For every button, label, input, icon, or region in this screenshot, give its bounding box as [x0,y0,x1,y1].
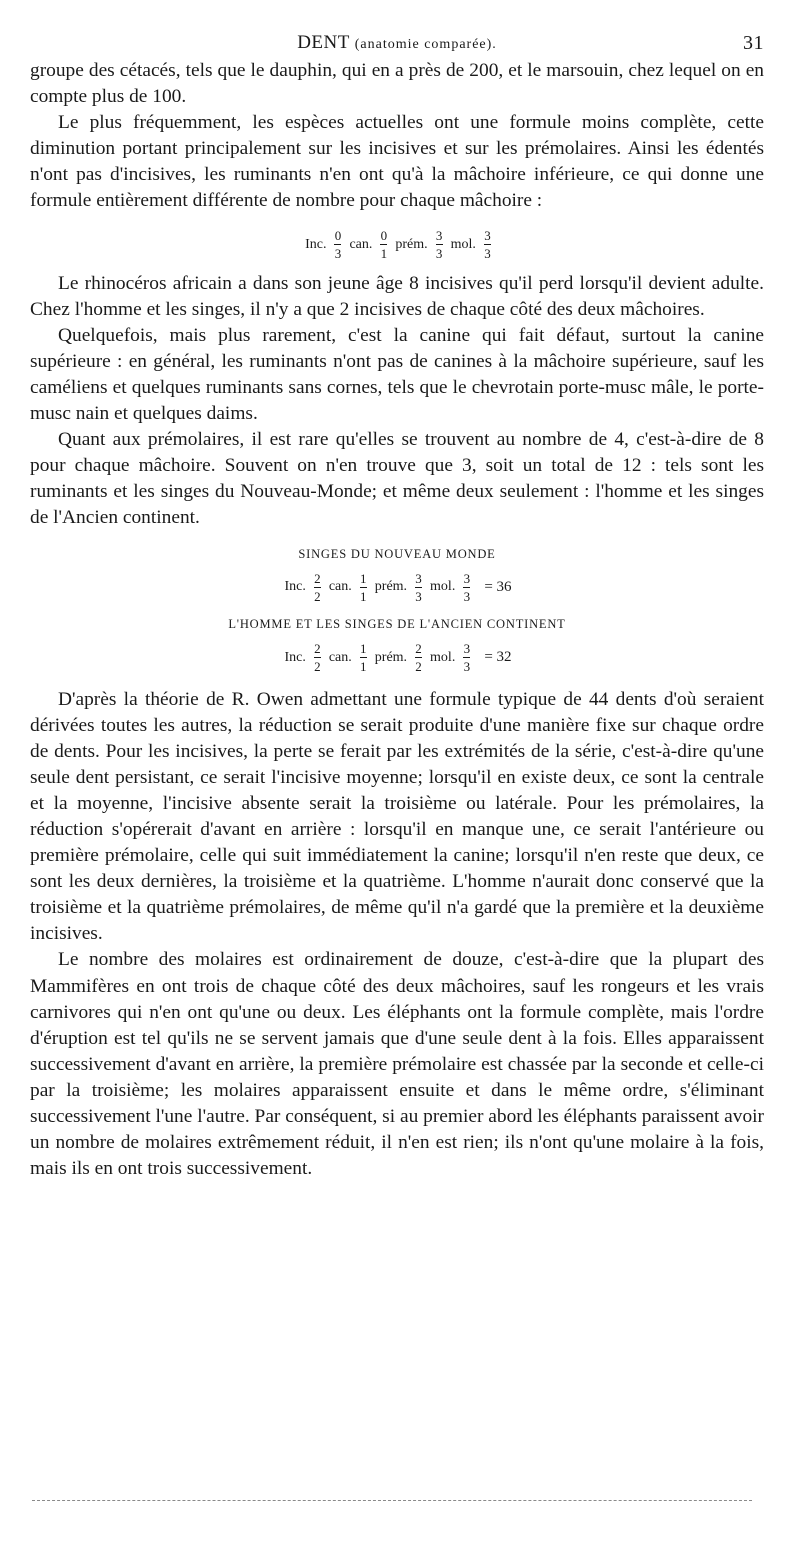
fraction-mol [484,229,491,260]
formula-label-inc: Inc. [305,236,327,252]
fraction-numerator: 2 [415,641,422,656]
formula-label-mol: mol. [430,579,456,594]
fraction-numerator: 3 [415,570,422,586]
fraction-denominator: 3 [415,588,422,604]
fraction-denominator: 2 [415,659,422,674]
fraction-denominator: 3 [484,246,491,262]
fraction-numerator: 3 [435,228,443,244]
fraction-prem [415,642,422,673]
fraction-mol [463,572,470,603]
formula-label-can: can. [349,236,373,252]
paragraph-canine: Quelquefois, mais plus rarement, c'est la canine qui fait défaut, surtout la canine supérieure : en général, les ruminants n'ont pas de canines à la mâchoire supérieure, sauf les caméliens et quelques ruminants sans cornes, tels que le chevrotain porte-musc mâle, le porte-musc nain et quelques daims. [30,324,764,425]
formula-total: = 36 [484,578,512,595]
fraction-numerator: 1 [360,641,367,656]
fraction-denominator: 3 [435,246,443,262]
fraction-denominator: 1 [360,659,367,674]
formula-old-world [30,637,764,679]
fraction-prem [415,572,422,603]
fraction-denominator: 2 [314,588,321,604]
formula-label-can: can. [328,579,352,594]
fraction-inc [334,229,341,260]
fraction-denominator: 3 [334,246,342,262]
fraction-denominator: 2 [314,659,321,674]
formula-label-inc: Inc. [284,649,306,665]
fraction-denominator: 3 [463,588,471,604]
paragraph-rhinoceros: Le rhinocéros africain a dans son jeune âge 8 incisives qu'il perd lorsqu'il devient adulte. Chez l'homme et les singes, il n'y a que 2 incisives de chaque côté des deux mâchoires. [30,272,764,320]
heading-new-world-monkeys: SINGES DU NOUVEAU MONDE [298,546,496,561]
header-title: DENT [297,32,350,53]
fraction-can [360,572,367,603]
formula-label-can: can. [328,649,352,665]
fraction-inc [314,642,321,673]
paragraph-owen-theory: D'après la théorie de R. Owen admettant une formule typique de 44 dents d'où seraient dérivées toutes les autres, la réduction se serait produite d'une manière fixe sur chaque ordre de dents. Pour les incisives, la perte se ferait par les extrémités de la série, c'est-à-dire qu'une seule dent persistant, ce serait l'incisive moyenne; lorsqu'il en existe deux, ce sont la centrale et la moyenne, l'incisive absente serait la troisième ou latérale. Pour les prémolaires, la réduction s'opérerait d'avant en arrière : lorsqu'il en manque une, ce serait l'antérieure ou première prémolaire, celle qui suit immédiatement la canine; lorsqu'il n'en reste que deux, ce sont les deux dernières, la troisième et la quatrième. L'homme n'aurait donc conservé que la troisième et la quatrième prémolaires, de même qu'il n'a gardé que la première et la deuxième incisives. [30,688,764,945]
formula-ruminants [30,219,764,271]
paragraph-formula-intro: Le plus fréquemment, les espèces actuelles ont une formule moins complète, cette diminution portant principalement sur les incisives et sur les prémolaires. Ainsi les édentés n'ont pas d'incisives, les ruminants n'en ont qu'à la mâchoire inférieure, ce qui donne une formule entièrement différente de nombre pour chaque mâchoire : [30,112,764,212]
formula-new-world [30,566,764,608]
page-number: 31 [743,32,764,54]
formula-label-mol: mol. [450,236,476,252]
fraction-denominator: 1 [380,246,388,262]
footer-rule [32,1500,752,1501]
paragraph-premolaires: Quant aux prémolaires, il est rare qu'elles se trouvent au nombre de 4, c'est-à-dire de 8 pour chaque mâchoire. Souvent on n'en trouve que 3, soit un total de 12 : tels sont les ruminants et les singes du Nouveau-Monde; et même deux seulement : l'homme et les singes de l'Ancien continent. [30,429,764,529]
paragraph-continuation: groupe des cétacés, tels que le dauphin, qui en a près de 200, et le marsouin, chez lequel on en compte plus de 100. [30,60,764,108]
fraction-denominator: 1 [360,588,367,604]
fraction-numerator: 2 [314,570,321,586]
fraction-numerator: 0 [380,228,388,244]
fraction-mol [463,642,470,673]
fraction-inc [314,572,321,603]
fraction-can [380,229,387,260]
fraction-numerator: 2 [314,641,321,656]
formula-label-inc: Inc. [284,579,306,594]
fraction-numerator: 3 [463,570,471,586]
running-header [30,30,764,58]
formula-label-prem: prém. [395,236,428,252]
fraction-numerator: 1 [360,570,367,586]
formula-label-mol: mol. [430,649,456,665]
fraction-denominator: 3 [463,659,471,674]
book-page [30,30,764,1182]
heading-old-world-monkeys: L'HOMME ET LES SINGES DE L'ANCIEN CONTINENT [228,617,566,631]
fraction-numerator: 3 [463,641,471,656]
formula-label-prem: prém. [374,579,408,594]
header-subtitle: (anatomie comparée). [354,37,497,52]
formula-label-prem: prém. [374,649,408,665]
fraction-numerator: 3 [484,228,491,244]
fraction-can [360,642,367,673]
paragraph-molaires: Le nombre des molaires est ordinairement de douze, c'est-à-dire que la plupart des Mammifères en ont trois de chaque côté des deux mâchoires, sauf les rongeurs et les vrais carnivores qui n'en ont qu'une ou deux. Les éléphants ont la formule complète, mais l'ordre d'éruption est tel qu'ils ne se servent jamais que d'une seule dent à la fois. Elles apparaissent successivement d'avant en arrière, la première prémolaire est chassée par la seconde et celle-ci par la troisième; les molaires apparaissent ensuite et dans le même ordre, s'éliminant successivement l'une l'autre. Par conséquent, si au premier abord les éléphants paraissent avoir un nombre de molaires extrêmement réduit, il n'en est rien; ils n'ont qu'une molaire à la fois, mais ils en ont trois successivement. [30,949,764,1180]
fraction-prem [436,229,443,260]
fraction-numerator: 0 [334,228,342,244]
formula-total: = 32 [484,649,512,665]
